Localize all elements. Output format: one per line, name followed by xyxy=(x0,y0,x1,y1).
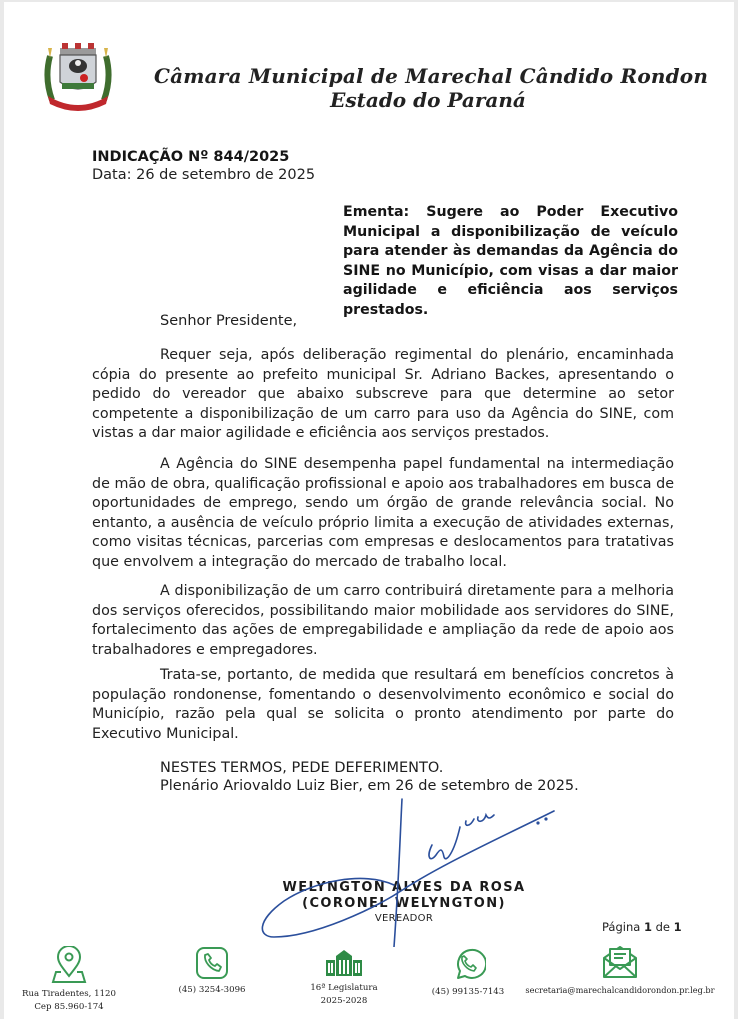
document-date: Data: 26 de setembro de 2025 xyxy=(92,167,316,183)
coat-of-arms-icon xyxy=(42,38,114,112)
map-pin-icon xyxy=(51,946,87,984)
building-icon xyxy=(324,948,364,978)
document-number: INDICAÇÃO Nº 844/2025 xyxy=(92,149,290,165)
signer-role: VEREADOR xyxy=(374,913,434,924)
ementa-summary: Ementa: Sugere ao Poder Executivo Municipal a disponibilização de veículo para atender às demandas da Agência do SINE no Município, com visas a dar maior agilidade e eficiência aos serviços prestados. xyxy=(343,204,678,318)
footer-address: Rua Tiradentes, 1120 Cep 85.960-174 xyxy=(14,946,124,1014)
envelope-icon xyxy=(601,942,639,980)
phone-icon xyxy=(195,946,229,980)
document-page xyxy=(4,2,734,1019)
page-number: Página 1 de 1 xyxy=(602,920,682,934)
body-paragraph: A Agência do SINE desempenha papel fundamental na intermediação de mão de obra, qualificação profissional e apoio aos trabalhadores em busca de oportunidades de emprego, sendo um órgão de grande relevância social. No entanto, a ausência de veículo próprio limita a execução de atividades externas, como visitas técnicas, parcerias com empresas e deslocamentos para tratativas que envolvem a integração do mercado de trabalho local. xyxy=(92,456,674,570)
signature-icon xyxy=(254,797,564,947)
whatsapp-icon xyxy=(450,946,486,982)
signer-name: WELYNGTON ALVES DA ROSA xyxy=(282,880,526,895)
place-and-date: Plenário Ariovaldo Luiz Bier, em 26 de setembro de 2025. xyxy=(160,778,579,794)
footer-phone[interactable]: (45) 3254-3096 xyxy=(162,946,262,997)
salutation: Senhor Presidente, xyxy=(160,313,298,329)
footer-whatsapp[interactable]: (45) 99135-7143 xyxy=(418,946,518,999)
body-paragraph: A disponibilização de um carro contribuirá diretamente para a melhoria dos serviços oferecidos, possibilitando maior mobilidade aos servidores do SINE, fortalecimento das ações de empregabilidade e ampliação da rede de apoio aos trabalhadores e empregadores. xyxy=(92,583,674,658)
body-paragraph: Requer seja, após deliberação regimental do plenário, encaminhada cópia do presente ao prefeito municipal Sr. Adriano Backes, apresentando o pedido do vereador que abaixo subscreve para que determine ao setor competente a disponibilização de um carro para uso da Agência do SINE, com vistas a dar maior agilidade e eficiência aos serviços prestados. xyxy=(92,347,674,442)
institution-state: Estado do Paraná xyxy=(330,88,526,112)
closing-formula: NESTES TERMOS, PEDE DEFERIMENTO. xyxy=(160,760,444,776)
footer-legislature: 16ª Legislatura 2025-2028 xyxy=(294,948,394,1008)
signer-nickname: (CORONEL WELYNGTON) xyxy=(302,896,506,911)
footer-email[interactable]: secretaria@marechalcandidorondon.pr.leg.br xyxy=(520,942,720,997)
institution-name: Câmara Municipal de Marechal Cândido Rondon xyxy=(154,64,709,88)
body-paragraph: Trata-se, portanto, de medida que resultará em benefícios concretos à população rondonense, fomentando o desenvolvimento econômico e social do Município, razão pela qual se solicita o pronto atendimento por parte do Executivo Municipal. xyxy=(92,667,674,742)
